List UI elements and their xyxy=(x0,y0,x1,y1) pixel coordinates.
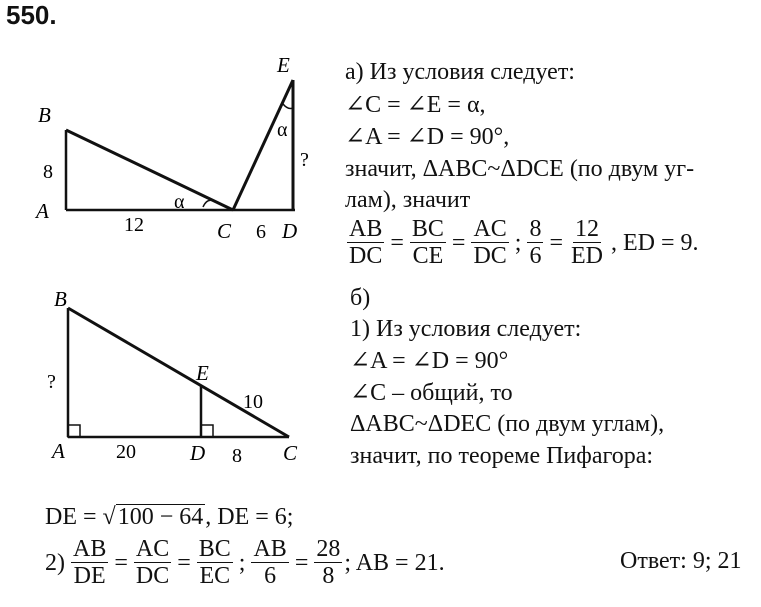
fraction-8-6: $\frac{8}{6}$ xyxy=(529,216,542,269)
label-A: A xyxy=(36,199,49,223)
part-a-result: , ED = 9. xyxy=(611,229,699,256)
fraction-bc-ec: $\frac{BC}{EC}$ xyxy=(198,536,231,589)
length-AB: 8 xyxy=(43,161,53,183)
fraction-ac-dc: $\frac{AC}{DC}$ xyxy=(473,216,507,269)
label-E: E xyxy=(277,53,290,77)
fraction-ab-de: $\frac{AB}{DE}$ xyxy=(73,536,107,589)
de-equation xyxy=(45,503,293,531)
de-suffix: , DE = 6; xyxy=(205,504,294,530)
segment-BC xyxy=(68,308,289,437)
step2-equation: 2) $\frac{AB}{DE}$ = $\frac{AC}{DC}$ = $\frac{BC}{EC}$ ; $\frac{AB}{6}$ = $\frac{28}{8}$ ; AB = 21. xyxy=(45,536,445,589)
problem-number: 550. xyxy=(6,0,57,30)
length-DC: 8 xyxy=(232,445,242,467)
part-b-header: б) xyxy=(350,285,371,311)
fraction-12-ed: $\frac{12}{ED}$ xyxy=(571,216,604,269)
angle-alpha-C: α xyxy=(174,191,185,213)
part-b-line3: ∠C – общий, то xyxy=(350,380,513,406)
label-D: D xyxy=(190,441,206,465)
answer: Ответ: 9; 21 xyxy=(620,548,742,574)
de-prefix: DE = xyxy=(45,504,97,530)
part-b-line5: значит, по теореме Пифагора: xyxy=(350,443,654,469)
step2-result: ; AB = 21. xyxy=(344,549,445,576)
part-a-proportion: $\frac{AB}{DC}$ = $\frac{BC}{CE}$ = $\frac{AC}{DC}$ ; $\frac{8}{6}$ = $\frac{12}{ED}$ , ED = 9. xyxy=(349,216,699,269)
fraction-ac-dc: $\frac{AC}{DC}$ xyxy=(135,536,170,589)
part-b-line4: ΔABC~ΔDEC (по двум углам), xyxy=(350,411,665,437)
label-C: C xyxy=(283,441,298,465)
part-a-line2: ∠C = ∠E = α, xyxy=(345,92,486,118)
length-AC: 12 xyxy=(124,214,144,236)
label-C: C xyxy=(217,219,232,243)
sqrt-radicand: 100 − 64 xyxy=(117,504,204,530)
label-E: E xyxy=(196,361,209,385)
part-a-line3: ∠A = ∠D = 90°, xyxy=(345,124,510,150)
length-ED: ? xyxy=(300,149,309,171)
part-b-line1: 1) Из условия следует: xyxy=(350,316,582,342)
length-CD: 6 xyxy=(256,221,266,243)
fraction-28-8: $\frac{28}{8}$ xyxy=(316,536,341,589)
length-AD: 20 xyxy=(116,441,136,463)
step2-prefix: 2) xyxy=(45,549,65,576)
fraction-bc-ce: $\frac{BC}{CE}$ xyxy=(411,216,444,269)
length-AB: ? xyxy=(47,371,56,393)
right-angle-D xyxy=(201,425,213,437)
label-B: B xyxy=(54,287,67,311)
part-a-line5: лам), значит xyxy=(345,187,471,213)
right-angle-A xyxy=(68,425,80,437)
part-a-header: а) Из условия следует: xyxy=(345,59,575,85)
length-EC: 10 xyxy=(243,391,263,413)
label-D: D xyxy=(282,219,298,243)
part-b-line2: ∠A = ∠D = 90° xyxy=(350,348,509,374)
sqrt-sign: √ xyxy=(102,504,116,530)
label-A: A xyxy=(52,439,65,463)
angle-alpha-E: α xyxy=(277,119,288,141)
fraction-ab-6: $\frac{AB}{6}$ xyxy=(253,536,287,589)
label-B: B xyxy=(38,103,51,127)
part-a-line4: значит, ΔABC~ΔDCE (по двум уг- xyxy=(345,156,695,182)
fraction-ab-dc: $\frac{AB}{DC}$ xyxy=(349,216,383,269)
